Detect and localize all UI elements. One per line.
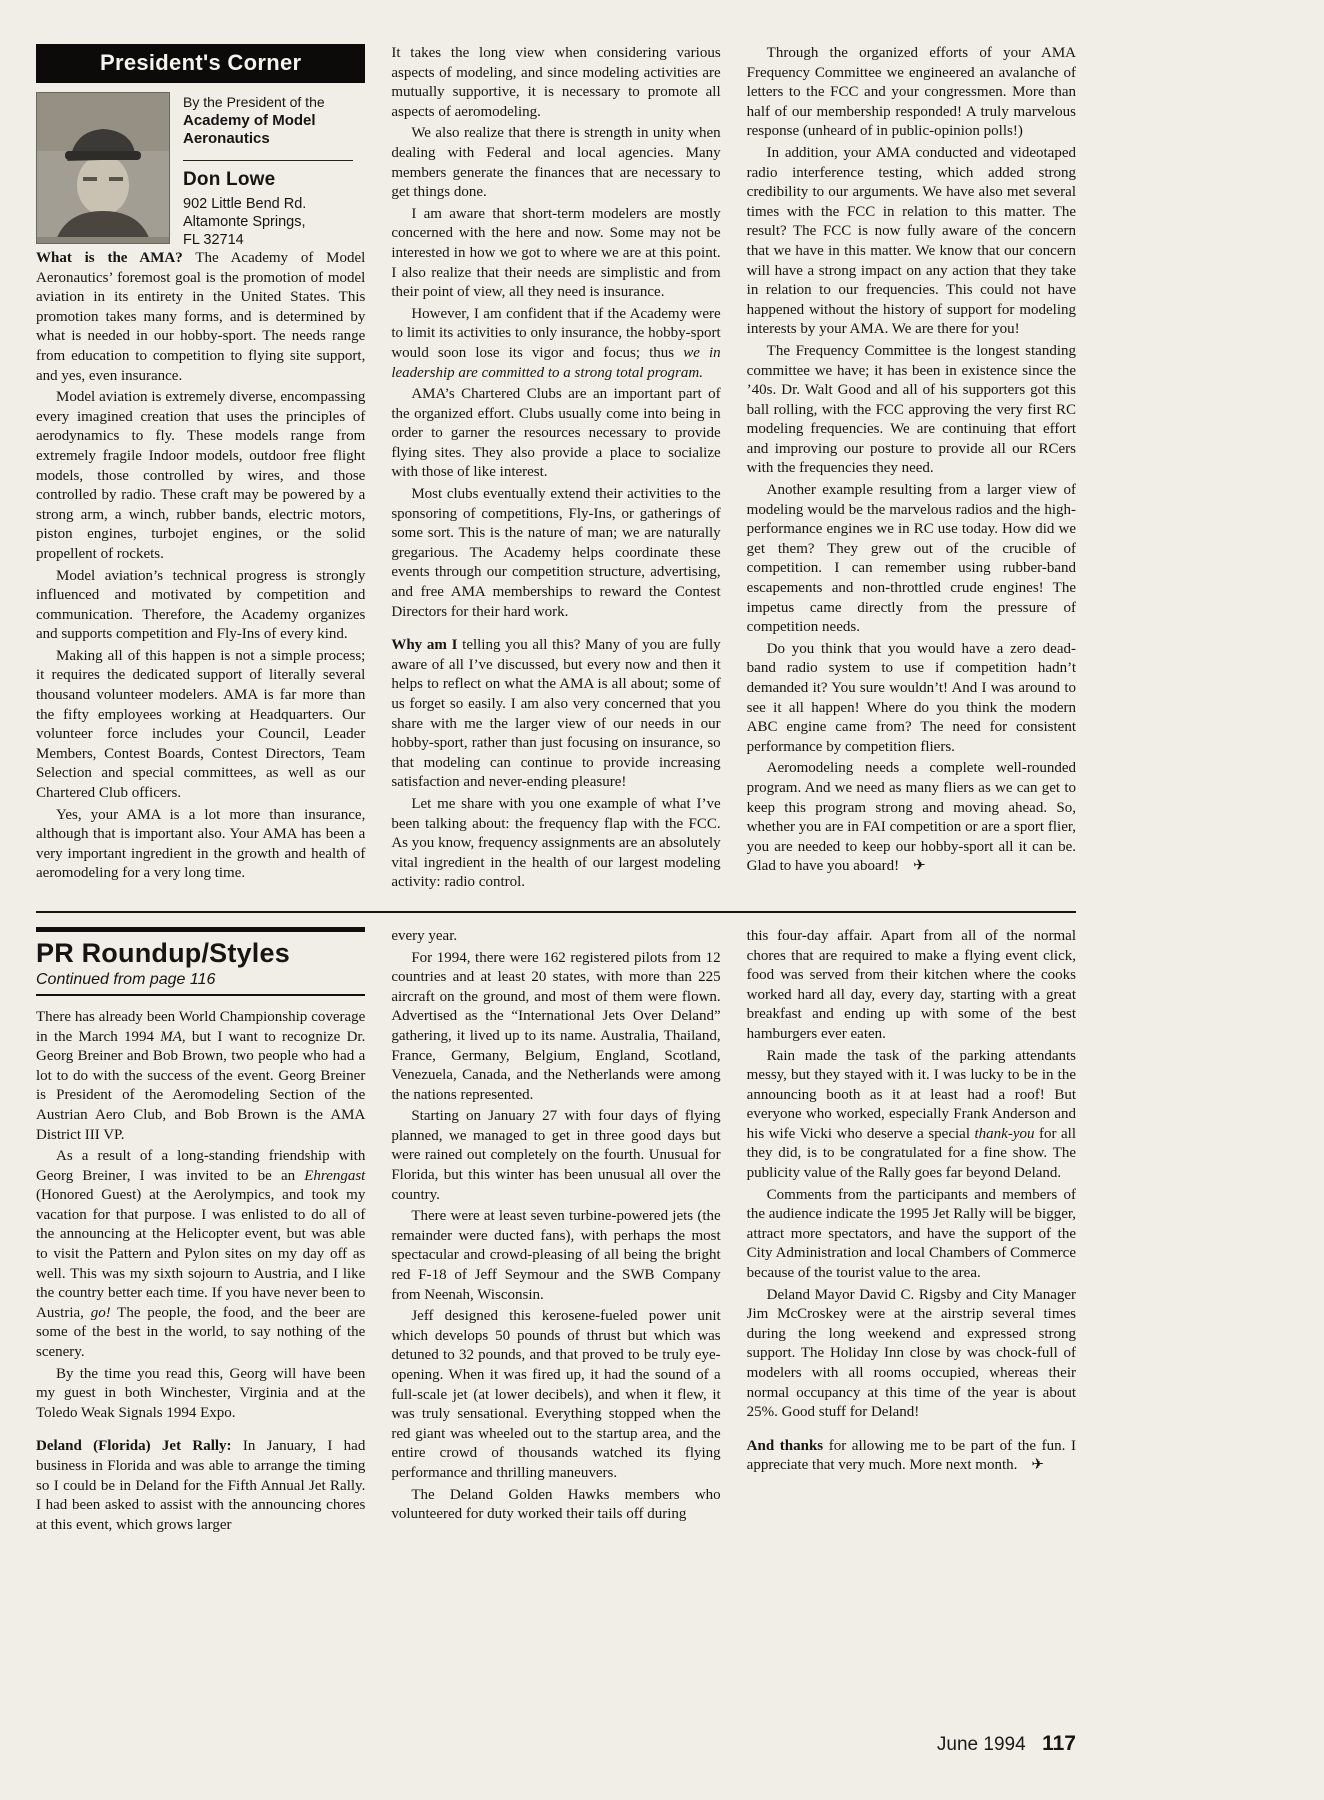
paragraph-text: As a result of a long-standing friendship with Georg Breiner, I was invited to be an (36, 1148, 366, 1184)
paragraph: Another example resulting from a larger view of modeling would be the marvelous radios and the high-performance engines we in RC use today. How did we get them? They grew out of the crucible of competition. I can remember using rubber-band escapements and non-throttled crude engines! The impetus came directly from the pressure of competition needs. (746, 482, 1076, 636)
footer-issue-date: June 1994 (936, 1734, 1026, 1755)
paragraph: There were at least seven turbine-powered jets (the remainder were ducted fans), with perhaps the most spectacular and crowd-pleasing of all being the bright red F-18 of Jeff Seymour and the SWB Company from Neenah, Wisconsin. (391, 1208, 721, 1303)
paragraph: Most clubs eventually extend their activities to the sponsoring of competitions, Fly-Ins, or gatherings of some sort. This is the nature of man; we are naturally gregarious. The Academy helps coordinate these events through our competition structure, advertising, and free AMA memberships to reward the Contest Directors for their hard work. (391, 486, 721, 620)
paragraph: AMA’s Chartered Clubs are an important part of the organized effort. Clubs usually come into being in order to garner the resources necessary to provide flying sites. They also provide a place to socialize with those of like interest. (391, 386, 721, 481)
paragraph-text: telling you all this? Many of you are fully aware of all I’ve discussed, but every now and then it helps to reflect on what the AMA is all about; some of us forget so easily. I am also very concerned that you share with me the larger view of our needs in our hobby-sport, rather than just focusing on insurance, so that modeling can continue to provide increasing satisfaction and never-ending pleasure! (391, 637, 721, 791)
paragraph (391, 305, 720, 383)
paragraph (36, 1437, 365, 1535)
page-footer (36, 1732, 1076, 1756)
paragraph-text: There has already been World Championship coverage in the March 1994 (36, 1008, 366, 1045)
pc-column-3 (747, 44, 1076, 895)
paragraph: We also realize that there is strength in unity when dealing with Federal and local agencies. Many members generate the finances that are necessary to get things done. (391, 125, 721, 201)
pc-column-1 (36, 44, 365, 895)
paragraph (36, 1147, 365, 1363)
pr-roundup-article (36, 927, 1076, 1537)
paragraph (747, 1437, 1076, 1476)
paragraph (36, 1008, 365, 1145)
airplane-icon: ✈ (1031, 1457, 1044, 1474)
paragraph (747, 759, 1076, 877)
presidents-corner-article (36, 44, 1076, 895)
paragraph-text: Rain made the task of the parking attendants messy, but they stayed with it. I was lucky to be in the announcing booth as it at least had a roof! But everyone who worked, especially Frank Anderson and his wife Vicki who deserve a special (746, 1047, 1076, 1142)
paragraph: Let me share with you one example of what I’ve been talking about: the frequency flap with the FCC. As you know, frequency assignments are an absolutely vital ingredient in the health of our largest modeling activity: radio control. (391, 795, 721, 891)
paragraph: The Frequency Committee is the longest standing committee we have; it has been in existence since the ’40s. Dr. Walt Good and all of his supporters got this ball rolling, with the FCC approving the very first RC modeling frequencies. We are continuing that effort and improving our posture to provide all our RCers with the frequencies they need. (746, 342, 1076, 477)
pr-column-3 (747, 927, 1076, 1537)
paragraph: Model aviation’s technical progress is strongly influenced and motivated by competition and communication. Therefore, the Academy organizes and supports competition and Fly-Ins of every kind. (36, 567, 366, 643)
paragraph-text: In January, I had business in Florida and was able to arrange the timing so I could be in Deland for the Fifth Annual Jet Rally. I had been asked to assist with the announcing chores at this event, which grows larger (36, 1438, 366, 1533)
paragraph-text: (Honored Guest) at the Aerolympics, and took my vacation for that purpose. I was enlisted to do all of the announcing at the Helicopter event, but was able to visit the Pattern and Pylon sites on my day off as well. This was my sixth sojourn to Austria, and I like the country better each time. If you have never been to Austria, (36, 1187, 366, 1321)
paragraph-text: , but I want to recognize Dr. Georg Breiner and Bob Brown, two people who had a lot to do with the success of the event. Georg Breiner is President of the Aeromodeling Section of the Austrian Aero Club, and Bob Brown is the AMA District III VP. (36, 1028, 366, 1143)
paragraph (36, 249, 365, 386)
paragraph-emphasis: we in leadership are committed to a strong total program. (391, 344, 721, 381)
paragraph: By the time you read this, Georg will have been my guest in both Winchester, Virginia and at the Toledo Weak Signals 1994 Expo. (36, 1365, 366, 1421)
airplane-icon: ✈ (913, 858, 926, 875)
author-address-line1: 902 Little Bend Rd. (183, 196, 307, 212)
paragraph-lead: Deland (Florida) Jet Rally: (36, 1438, 232, 1455)
paragraph (391, 636, 720, 793)
pr-column-2 (391, 927, 720, 1537)
paragraph: Jeff designed this kerosene-fueled power unit which develops 50 pounds of thrust but which was detuned to 32 pounds, and that proved to be truly eye-opening. When it was fired up, it had the sound of a full-scale jet (at lower decibels), and when it flew, it was truly sensational. Everything stopped when the red giant was wheeled out to the startup area, and the entire crowd of thousands watched its flying performance and thrilling maneuvers. (391, 1308, 721, 1481)
author-name: Don Lowe (183, 169, 276, 190)
pr-roundup-subtitle: Continued from page 116 (36, 970, 216, 988)
paragraph-text: The Academy of Model Aeronautics’ foremost goal is the promotion of model aviation in its entirety in the United States. This promotion takes many forms, and is determined by what is needed in our hobby-sport. The needs range from education to competition to flying site support, and yes, even insurance. (36, 250, 366, 384)
paragraph-lead: What is the AMA? (36, 250, 183, 266)
byline-text (183, 92, 353, 249)
paragraph: The Deland Golden Hawks members who volunteered for duty worked their tails off during (391, 1486, 721, 1523)
footer-page-number: 117 (1042, 1732, 1076, 1755)
portrait-photo-graphic (37, 93, 169, 243)
byline-block (36, 92, 365, 249)
byline-divider (183, 160, 353, 161)
pr-header-rule-bottom (36, 994, 365, 996)
paragraph: Deland Mayor David C. Rigsby and City Manager Jim McCroskey were at the airstrip several times during the long weekend and expressed strong support. The Holiday Inn close by was chock-full of modelers with all rooms occupied, whereas their normal occupancy at this time of the year is about 25%. Good stuff for Deland! (746, 1286, 1076, 1421)
paragraph-emphasis: Ehrengast (304, 1167, 366, 1184)
paragraph-text: for all they did, is to be congratulated for a fine show. The publicity value of the Rally goes far beyond Deland. (746, 1125, 1076, 1182)
presidents-corner-title: President's Corner (36, 44, 365, 83)
paragraph-emphasis: go! (90, 1304, 111, 1321)
paragraph: Through the organized efforts of your AMA Frequency Committee we engineered an avalanche of letters to the FCC and your congressmen. More than half of our membership responded! A truly marvelous response (unheard of in public-opinion polls!) (746, 45, 1076, 140)
page-content (36, 44, 1076, 1537)
paragraph: In addition, your AMA conducted and videotaped radio interference testing, which added strong credibility to our arguments. We have also met several times with the FCC in relation to this matter. The result? The FCC is now fully aware of the concern that we have in this matter. We know that our concern will have a strong impact on any action that they take in relation to our frequencies. This could not have happened without the history of support for modeling interests by your AMA. We are there for you! (746, 144, 1076, 338)
paragraph: this four-day affair. Apart from all of the normal chores that are required to make a flying event click, food was served from their kitchen where the cooks worked hard all day, every day, starting with a great breakfast and ending up with some of the best hamburgers ever eaten. (746, 927, 1076, 1042)
paragraph: Yes, your AMA is a lot more than insurance, although that is important also. Your AMA has been a very important ingredient in the growth and health of aeromodeling for a very long time. (36, 806, 366, 882)
paragraph-text: The people, the food, and the beer are some of the best in the world, to say nothing of the scenery. (36, 1304, 366, 1361)
paragraph: I am aware that short-term modelers are mostly concerned with the here and now. Some may not be interested in how we got to where we are at this point. I also realize that their needs are simplistic and from their point of view, all they need is insurance. (391, 205, 721, 301)
author-address-line3: FL 32714 (183, 232, 244, 248)
pr-header-rule-top (36, 927, 365, 932)
paragraph-text: However, I am confident that if the Academy were to limit its activities to only insurance, the hobby-sport would soon lose its vigor and focus; thus (391, 305, 721, 361)
pr-column-1 (36, 927, 365, 1537)
paragraph: every year. (391, 927, 458, 944)
paragraph: Comments from the participants and members of the audience indicate the 1995 Jet Rally will be bigger, attract more spectators, and have the support of the City Administration and local Chambers of Commerce because of the tourist value to the area. (746, 1186, 1076, 1282)
pr-roundup-title: PR Roundup/Styles (36, 937, 290, 968)
byline-line1: By the President of the (183, 94, 325, 110)
paragraph-text: Aeromodeling needs a complete well-rounded program. And we need as many fliers as we can get to keep this program strong and moving ahead. So, whether you are in FAI competition or are a sport flier, you are needed to keep our hobby-sport all it can be. Glad to have you aboard! (746, 760, 1076, 875)
paragraph: For 1994, there were 162 registered pilots from 12 countries and at least 20 states, with more than 225 aircraft on the ground, and most of them were flown. Advertised as the “International Jets Over Deland” gathering, it lived up to its name. Australia, Thailand, France, Germany, Belgium, England, Scotland, Venezuela, Canada, and the Netherlands were among the nations represented. (391, 949, 721, 1103)
paragraph: Do you think that you would have a zero dead-band radio system to use if competition hadn’t demanded it? You sure wouldn’t! And I was around to see it all happen! Where do you think the modern ABC engine came from? The need for consistent performance by competition fliers. (746, 640, 1076, 755)
paragraph-lead: And thanks (746, 1437, 824, 1454)
section-divider (36, 911, 1076, 913)
paragraph (747, 1047, 1076, 1184)
paragraph: Model aviation is extremely diverse, encompassing every imagined creation that uses the principles of aerodynamics to fly. These models range from extremely fragile Indoor models, outdoor free flight models, those controlled by wires, and those controlled by radio. These craft may be powered by a strong arm, a winch, rubber bands, electric motors, piston engines, turbojet engines, or the solid propellent of rockets. (36, 389, 366, 562)
byline-line2: Academy of Model Aeronautics (183, 112, 316, 147)
paragraph-emphasis: MA (160, 1028, 182, 1045)
don-lowe-photo (36, 92, 170, 244)
author-address-line2: Altamonte Springs, (183, 214, 306, 230)
paragraph-lead: Why am I (391, 637, 458, 654)
paragraph-emphasis: thank-you (974, 1125, 1035, 1142)
paragraph: Making all of this happen is not a simple process; it requires the dedicated support of literally several thousand volunteer modelers. AMA is far more than the fifty employees working at Headquarters. Our volunteer force includes your Council, Leader Members, Contest Boards, Contest Directors, Team Selection and special committees, as well as our Chartered Club officers. (36, 647, 366, 802)
pc-column-2 (391, 44, 720, 895)
paragraph: Starting on January 27 with four days of flying planned, we managed to get in three good days but were rained out completely on the fourth. Unusual for Florida, but this winter has been unusual all over the country. (391, 1108, 721, 1203)
paragraph: It takes the long view when considering various aspects of modeling, and since modeling activities are mutually supportive, it is necessary to promote all aspects of aeromodeling. (391, 45, 721, 120)
author-address (183, 195, 353, 249)
paragraph-text: for allowing me to be part of the fun. I appreciate that very much. More next month. (746, 1437, 1076, 1474)
